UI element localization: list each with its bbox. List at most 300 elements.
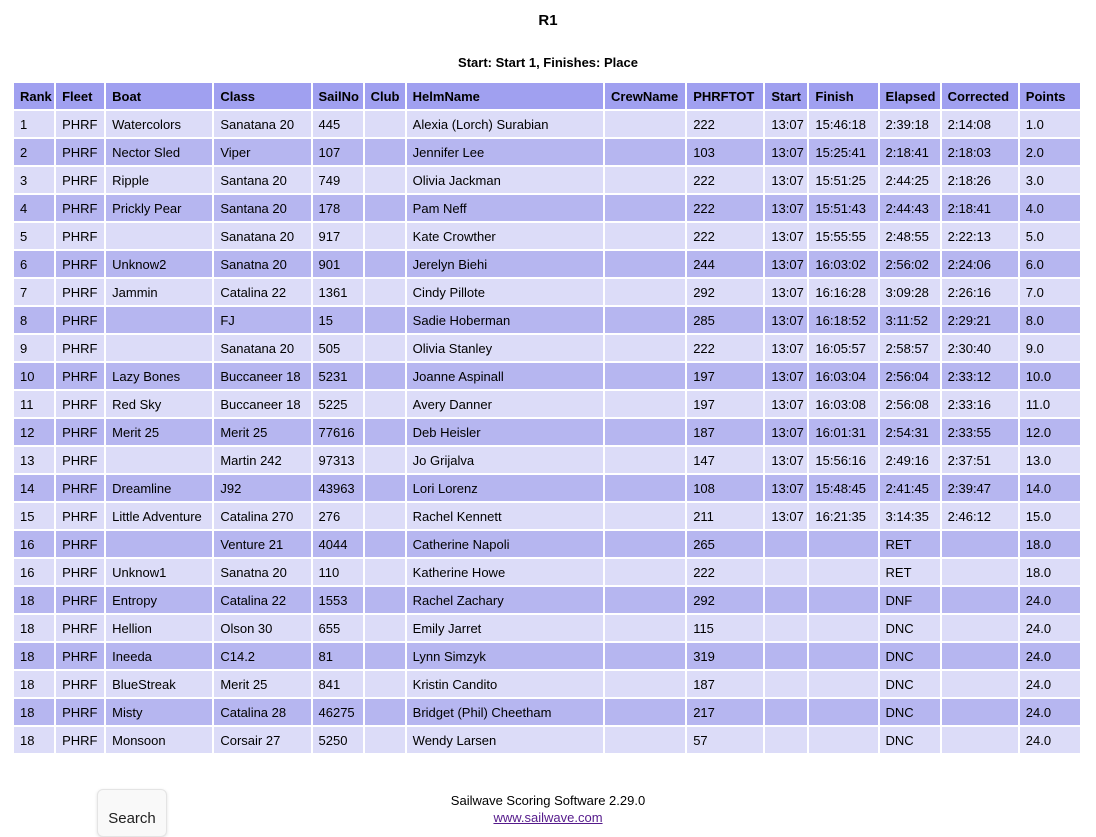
cell-fleet: PHRF bbox=[56, 391, 104, 417]
cell-fleet: PHRF bbox=[56, 671, 104, 697]
cell-corrected: 2:26:16 bbox=[942, 279, 1018, 305]
cell-corrected: 2:33:12 bbox=[942, 363, 1018, 389]
cell-elapsed: DNC bbox=[880, 615, 940, 641]
cell-club bbox=[365, 167, 405, 193]
cell-points: 11.0 bbox=[1020, 391, 1080, 417]
cell-rank: 7 bbox=[14, 279, 54, 305]
cell-sailno: 1553 bbox=[313, 587, 363, 613]
table-row bbox=[14, 195, 1080, 221]
cell-phrftot: 197 bbox=[687, 363, 763, 389]
cell-corrected: 2:39:47 bbox=[942, 475, 1018, 501]
cell-crewname bbox=[605, 615, 685, 641]
cell-finish bbox=[809, 615, 877, 641]
cell-crewname bbox=[605, 223, 685, 249]
cell-sailno: 5225 bbox=[313, 391, 363, 417]
cell-fleet: PHRF bbox=[56, 587, 104, 613]
cell-points: 8.0 bbox=[1020, 307, 1080, 333]
cell-fleet: PHRF bbox=[56, 615, 104, 641]
cell-elapsed: 3:11:52 bbox=[880, 307, 940, 333]
cell-start: 13:07 bbox=[765, 195, 807, 221]
cell-helmname: Deb Heisler bbox=[407, 419, 603, 445]
cell-club bbox=[365, 447, 405, 473]
cell-club bbox=[365, 615, 405, 641]
table-row bbox=[14, 335, 1080, 361]
cell-class: Sanatana 20 bbox=[214, 111, 310, 137]
cell-sailno: 110 bbox=[313, 559, 363, 585]
cell-start: 13:07 bbox=[765, 307, 807, 333]
cell-finish bbox=[809, 727, 877, 753]
cell-elapsed: DNC bbox=[880, 727, 940, 753]
cell-fleet: PHRF bbox=[56, 223, 104, 249]
cell-points: 2.0 bbox=[1020, 139, 1080, 165]
cell-phrftot: 103 bbox=[687, 139, 763, 165]
table-row bbox=[14, 251, 1080, 277]
cell-boat: Merit 25 bbox=[106, 419, 212, 445]
cell-crewname bbox=[605, 111, 685, 137]
table-row bbox=[14, 223, 1080, 249]
cell-start bbox=[765, 615, 807, 641]
cell-elapsed: DNC bbox=[880, 671, 940, 697]
cell-helmname: Katherine Howe bbox=[407, 559, 603, 585]
cell-class: Venture 21 bbox=[214, 531, 310, 557]
cell-phrftot: 222 bbox=[687, 195, 763, 221]
cell-elapsed: 2:44:25 bbox=[880, 167, 940, 193]
cell-fleet: PHRF bbox=[56, 419, 104, 445]
cell-corrected bbox=[942, 671, 1018, 697]
cell-corrected: 2:30:40 bbox=[942, 335, 1018, 361]
cell-phrftot: 222 bbox=[687, 167, 763, 193]
cell-points: 12.0 bbox=[1020, 419, 1080, 445]
cell-phrftot: 222 bbox=[687, 111, 763, 137]
cell-points: 6.0 bbox=[1020, 251, 1080, 277]
cell-start: 13:07 bbox=[765, 167, 807, 193]
cell-club bbox=[365, 307, 405, 333]
cell-points: 1.0 bbox=[1020, 111, 1080, 137]
table-row bbox=[14, 559, 1080, 585]
cell-helmname: Cindy Pillote bbox=[407, 279, 603, 305]
cell-rank: 18 bbox=[14, 671, 54, 697]
table-row bbox=[14, 307, 1080, 333]
cell-crewname bbox=[605, 643, 685, 669]
cell-club bbox=[365, 279, 405, 305]
cell-finish bbox=[809, 643, 877, 669]
cell-phrftot: 319 bbox=[687, 643, 763, 669]
column-header-boat: Boat bbox=[106, 83, 212, 109]
cell-corrected bbox=[942, 559, 1018, 585]
cell-club bbox=[365, 139, 405, 165]
cell-boat: Monsoon bbox=[106, 727, 212, 753]
cell-class: Buccaneer 18 bbox=[214, 363, 310, 389]
cell-corrected: 2:22:13 bbox=[942, 223, 1018, 249]
cell-club bbox=[365, 223, 405, 249]
cell-rank: 15 bbox=[14, 503, 54, 529]
cell-finish bbox=[809, 587, 877, 613]
cell-class: Santana 20 bbox=[214, 167, 310, 193]
cell-sailno: 505 bbox=[313, 335, 363, 361]
cell-boat bbox=[106, 307, 212, 333]
cell-phrftot: 115 bbox=[687, 615, 763, 641]
cell-start: 13:07 bbox=[765, 139, 807, 165]
cell-corrected bbox=[942, 615, 1018, 641]
cell-crewname bbox=[605, 475, 685, 501]
cell-fleet: PHRF bbox=[56, 559, 104, 585]
cell-club bbox=[365, 643, 405, 669]
cell-class: Catalina 22 bbox=[214, 587, 310, 613]
cell-club bbox=[365, 335, 405, 361]
cell-rank: 18 bbox=[14, 615, 54, 641]
cell-helmname: Jerelyn Biehi bbox=[407, 251, 603, 277]
cell-class: J92 bbox=[214, 475, 310, 501]
cell-rank: 13 bbox=[14, 447, 54, 473]
cell-class: Catalina 22 bbox=[214, 279, 310, 305]
table-row bbox=[14, 167, 1080, 193]
cell-sailno: 1361 bbox=[313, 279, 363, 305]
cell-finish: 15:46:18 bbox=[809, 111, 877, 137]
cell-class: FJ bbox=[214, 307, 310, 333]
cell-corrected bbox=[942, 643, 1018, 669]
cell-elapsed: 2:39:18 bbox=[880, 111, 940, 137]
cell-start: 13:07 bbox=[765, 279, 807, 305]
cell-crewname bbox=[605, 391, 685, 417]
cell-finish bbox=[809, 699, 877, 725]
cell-crewname bbox=[605, 699, 685, 725]
cell-finish: 15:51:25 bbox=[809, 167, 877, 193]
cell-class: Buccaneer 18 bbox=[214, 391, 310, 417]
cell-elapsed: 2:58:57 bbox=[880, 335, 940, 361]
cell-finish: 16:03:02 bbox=[809, 251, 877, 277]
cell-points: 5.0 bbox=[1020, 223, 1080, 249]
cell-elapsed: 3:09:28 bbox=[880, 279, 940, 305]
cell-class: C14.2 bbox=[214, 643, 310, 669]
column-header-finish: Finish bbox=[809, 83, 877, 109]
cell-class: Martin 242 bbox=[214, 447, 310, 473]
cell-crewname bbox=[605, 531, 685, 557]
table-row bbox=[14, 111, 1080, 137]
cell-boat: Red Sky bbox=[106, 391, 212, 417]
cell-crewname bbox=[605, 307, 685, 333]
cell-helmname: Catherine Napoli bbox=[407, 531, 603, 557]
cell-sailno: 841 bbox=[313, 671, 363, 697]
cell-helmname: Emily Jarret bbox=[407, 615, 603, 641]
cell-helmname: Alexia (Lorch) Surabian bbox=[407, 111, 603, 137]
column-header-helmname: HelmName bbox=[407, 83, 603, 109]
cell-club bbox=[365, 391, 405, 417]
cell-boat bbox=[106, 531, 212, 557]
cell-boat: Lazy Bones bbox=[106, 363, 212, 389]
cell-rank: 18 bbox=[14, 727, 54, 753]
cell-helmname: Olivia Stanley bbox=[407, 335, 603, 361]
cell-crewname bbox=[605, 167, 685, 193]
cell-class: Santana 20 bbox=[214, 195, 310, 221]
cell-boat: BlueStreak bbox=[106, 671, 212, 697]
cell-rank: 16 bbox=[14, 531, 54, 557]
cell-phrftot: 147 bbox=[687, 447, 763, 473]
cell-phrftot: 292 bbox=[687, 279, 763, 305]
cell-crewname bbox=[605, 139, 685, 165]
cell-helmname: Lori Lorenz bbox=[407, 475, 603, 501]
cell-points: 4.0 bbox=[1020, 195, 1080, 221]
table-row bbox=[14, 391, 1080, 417]
cell-corrected bbox=[942, 587, 1018, 613]
cell-corrected: 2:46:12 bbox=[942, 503, 1018, 529]
cell-rank: 16 bbox=[14, 559, 54, 585]
table-row bbox=[14, 531, 1080, 557]
cell-boat: Hellion bbox=[106, 615, 212, 641]
cell-boat: Ineeda bbox=[106, 643, 212, 669]
cell-club bbox=[365, 195, 405, 221]
cell-club bbox=[365, 419, 405, 445]
search-button[interactable]: Search bbox=[97, 789, 167, 837]
sailwave-link[interactable]: www.sailwave.com bbox=[493, 810, 603, 825]
cell-start: 13:07 bbox=[765, 251, 807, 277]
cell-boat: Unknow1 bbox=[106, 559, 212, 585]
cell-class: Merit 25 bbox=[214, 419, 310, 445]
cell-start: 13:07 bbox=[765, 475, 807, 501]
cell-fleet: PHRF bbox=[56, 727, 104, 753]
cell-corrected: 2:18:26 bbox=[942, 167, 1018, 193]
cell-sailno: 107 bbox=[313, 139, 363, 165]
cell-corrected bbox=[942, 699, 1018, 725]
cell-rank: 8 bbox=[14, 307, 54, 333]
cell-helmname: Wendy Larsen bbox=[407, 727, 603, 753]
cell-boat: Nector Sled bbox=[106, 139, 212, 165]
cell-rank: 10 bbox=[14, 363, 54, 389]
cell-rank: 12 bbox=[14, 419, 54, 445]
cell-finish: 16:21:35 bbox=[809, 503, 877, 529]
cell-crewname bbox=[605, 559, 685, 585]
column-header-rank: Rank bbox=[14, 83, 54, 109]
cell-club bbox=[365, 587, 405, 613]
cell-fleet: PHRF bbox=[56, 279, 104, 305]
cell-start: 13:07 bbox=[765, 363, 807, 389]
table-row bbox=[14, 587, 1080, 613]
cell-crewname bbox=[605, 251, 685, 277]
cell-boat: Prickly Pear bbox=[106, 195, 212, 221]
cell-helmname: Joanne Aspinall bbox=[407, 363, 603, 389]
table-row bbox=[14, 279, 1080, 305]
cell-corrected: 2:18:03 bbox=[942, 139, 1018, 165]
cell-sailno: 655 bbox=[313, 615, 363, 641]
cell-class: Sanatana 20 bbox=[214, 335, 310, 361]
cell-rank: 6 bbox=[14, 251, 54, 277]
cell-class: Sanatna 20 bbox=[214, 559, 310, 585]
cell-phrftot: 244 bbox=[687, 251, 763, 277]
cell-helmname: Sadie Hoberman bbox=[407, 307, 603, 333]
cell-start bbox=[765, 587, 807, 613]
cell-start: 13:07 bbox=[765, 447, 807, 473]
cell-fleet: PHRF bbox=[56, 195, 104, 221]
cell-rank: 11 bbox=[14, 391, 54, 417]
cell-corrected: 2:33:55 bbox=[942, 419, 1018, 445]
cell-corrected: 2:37:51 bbox=[942, 447, 1018, 473]
cell-points: 3.0 bbox=[1020, 167, 1080, 193]
cell-class: Sanatna 20 bbox=[214, 251, 310, 277]
cell-helmname: Olivia Jackman bbox=[407, 167, 603, 193]
table-row bbox=[14, 615, 1080, 641]
cell-club bbox=[365, 503, 405, 529]
cell-elapsed: 2:48:55 bbox=[880, 223, 940, 249]
cell-corrected: 2:33:16 bbox=[942, 391, 1018, 417]
cell-fleet: PHRF bbox=[56, 643, 104, 669]
cell-elapsed: 2:44:43 bbox=[880, 195, 940, 221]
cell-finish: 16:18:52 bbox=[809, 307, 877, 333]
cell-finish: 15:25:41 bbox=[809, 139, 877, 165]
cell-fleet: PHRF bbox=[56, 363, 104, 389]
column-header-elapsed: Elapsed bbox=[880, 83, 940, 109]
cell-fleet: PHRF bbox=[56, 447, 104, 473]
cell-rank: 18 bbox=[14, 643, 54, 669]
cell-crewname bbox=[605, 363, 685, 389]
cell-fleet: PHRF bbox=[56, 335, 104, 361]
cell-sailno: 77616 bbox=[313, 419, 363, 445]
cell-sailno: 5231 bbox=[313, 363, 363, 389]
column-header-points: Points bbox=[1020, 83, 1080, 109]
cell-phrftot: 211 bbox=[687, 503, 763, 529]
cell-crewname bbox=[605, 727, 685, 753]
cell-crewname bbox=[605, 447, 685, 473]
cell-rank: 18 bbox=[14, 699, 54, 725]
cell-club bbox=[365, 475, 405, 501]
cell-corrected: 2:14:08 bbox=[942, 111, 1018, 137]
cell-class: Catalina 270 bbox=[214, 503, 310, 529]
cell-class: Olson 30 bbox=[214, 615, 310, 641]
cell-finish: 16:05:57 bbox=[809, 335, 877, 361]
cell-class: Catalina 28 bbox=[214, 699, 310, 725]
cell-start bbox=[765, 727, 807, 753]
cell-class: Sanatana 20 bbox=[214, 223, 310, 249]
cell-start: 13:07 bbox=[765, 391, 807, 417]
cell-crewname bbox=[605, 503, 685, 529]
cell-finish: 16:03:04 bbox=[809, 363, 877, 389]
cell-fleet: PHRF bbox=[56, 699, 104, 725]
cell-finish: 16:16:28 bbox=[809, 279, 877, 305]
cell-points: 9.0 bbox=[1020, 335, 1080, 361]
column-header-phrftot: PHRFTOT bbox=[687, 83, 763, 109]
cell-start: 13:07 bbox=[765, 335, 807, 361]
cell-points: 24.0 bbox=[1020, 615, 1080, 641]
cell-finish: 16:01:31 bbox=[809, 419, 877, 445]
cell-rank: 14 bbox=[14, 475, 54, 501]
cell-points: 24.0 bbox=[1020, 699, 1080, 725]
cell-points: 18.0 bbox=[1020, 531, 1080, 557]
table-row bbox=[14, 671, 1080, 697]
cell-points: 14.0 bbox=[1020, 475, 1080, 501]
cell-points: 10.0 bbox=[1020, 363, 1080, 389]
cell-points: 24.0 bbox=[1020, 671, 1080, 697]
cell-helmname: Bridget (Phil) Cheetham bbox=[407, 699, 603, 725]
cell-elapsed: 3:14:35 bbox=[880, 503, 940, 529]
cell-corrected bbox=[942, 727, 1018, 753]
cell-elapsed: 2:56:04 bbox=[880, 363, 940, 389]
cell-phrftot: 108 bbox=[687, 475, 763, 501]
cell-sailno: 917 bbox=[313, 223, 363, 249]
cell-boat: Jammin bbox=[106, 279, 212, 305]
cell-fleet: PHRF bbox=[56, 475, 104, 501]
cell-helmname: Jo Grijalva bbox=[407, 447, 603, 473]
cell-sailno: 178 bbox=[313, 195, 363, 221]
column-header-start: Start bbox=[765, 83, 807, 109]
cell-phrftot: 187 bbox=[687, 671, 763, 697]
cell-elapsed: 2:18:41 bbox=[880, 139, 940, 165]
cell-sailno: 43963 bbox=[313, 475, 363, 501]
cell-start: 13:07 bbox=[765, 503, 807, 529]
table-row bbox=[14, 363, 1080, 389]
cell-finish: 16:03:08 bbox=[809, 391, 877, 417]
cell-phrftot: 222 bbox=[687, 223, 763, 249]
cell-class: Viper bbox=[214, 139, 310, 165]
column-header-crewname: CrewName bbox=[605, 83, 685, 109]
cell-boat bbox=[106, 335, 212, 361]
cell-crewname bbox=[605, 671, 685, 697]
cell-points: 13.0 bbox=[1020, 447, 1080, 473]
cell-corrected bbox=[942, 531, 1018, 557]
cell-elapsed: RET bbox=[880, 559, 940, 585]
table-row bbox=[14, 139, 1080, 165]
cell-sailno: 5250 bbox=[313, 727, 363, 753]
cell-rank: 5 bbox=[14, 223, 54, 249]
cell-start bbox=[765, 531, 807, 557]
cell-phrftot: 292 bbox=[687, 587, 763, 613]
cell-fleet: PHRF bbox=[56, 251, 104, 277]
cell-elapsed: 2:56:08 bbox=[880, 391, 940, 417]
cell-sailno: 749 bbox=[313, 167, 363, 193]
cell-elapsed: 2:54:31 bbox=[880, 419, 940, 445]
cell-corrected: 2:24:06 bbox=[942, 251, 1018, 277]
cell-boat: Ripple bbox=[106, 167, 212, 193]
cell-elapsed: DNF bbox=[880, 587, 940, 613]
column-header-corrected: Corrected bbox=[942, 83, 1018, 109]
cell-start bbox=[765, 643, 807, 669]
cell-boat: Watercolors bbox=[106, 111, 212, 137]
cell-sailno: 901 bbox=[313, 251, 363, 277]
cell-rank: 2 bbox=[14, 139, 54, 165]
cell-class: Corsair 27 bbox=[214, 727, 310, 753]
cell-boat: Misty bbox=[106, 699, 212, 725]
cell-elapsed: 2:49:16 bbox=[880, 447, 940, 473]
cell-sailno: 445 bbox=[313, 111, 363, 137]
cell-phrftot: 187 bbox=[687, 419, 763, 445]
table-row bbox=[14, 643, 1080, 669]
cell-sailno: 276 bbox=[313, 503, 363, 529]
cell-points: 15.0 bbox=[1020, 503, 1080, 529]
cell-club bbox=[365, 671, 405, 697]
table-row bbox=[14, 447, 1080, 473]
cell-fleet: PHRF bbox=[56, 531, 104, 557]
cell-elapsed: DNC bbox=[880, 643, 940, 669]
cell-club bbox=[365, 727, 405, 753]
cell-fleet: PHRF bbox=[56, 503, 104, 529]
cell-fleet: PHRF bbox=[56, 307, 104, 333]
cell-corrected: 2:18:41 bbox=[942, 195, 1018, 221]
table-header-row bbox=[14, 83, 1080, 109]
cell-finish bbox=[809, 671, 877, 697]
cell-elapsed: 2:56:02 bbox=[880, 251, 940, 277]
cell-rank: 9 bbox=[14, 335, 54, 361]
cell-points: 18.0 bbox=[1020, 559, 1080, 585]
cell-boat: Unknow2 bbox=[106, 251, 212, 277]
cell-phrftot: 222 bbox=[687, 335, 763, 361]
cell-rank: 3 bbox=[14, 167, 54, 193]
table-row bbox=[14, 727, 1080, 753]
cell-helmname: Kate Crowther bbox=[407, 223, 603, 249]
cell-crewname bbox=[605, 335, 685, 361]
cell-phrftot: 57 bbox=[687, 727, 763, 753]
cell-finish bbox=[809, 559, 877, 585]
cell-helmname: Jennifer Lee bbox=[407, 139, 603, 165]
cell-helmname: Avery Danner bbox=[407, 391, 603, 417]
cell-club bbox=[365, 699, 405, 725]
cell-start bbox=[765, 559, 807, 585]
